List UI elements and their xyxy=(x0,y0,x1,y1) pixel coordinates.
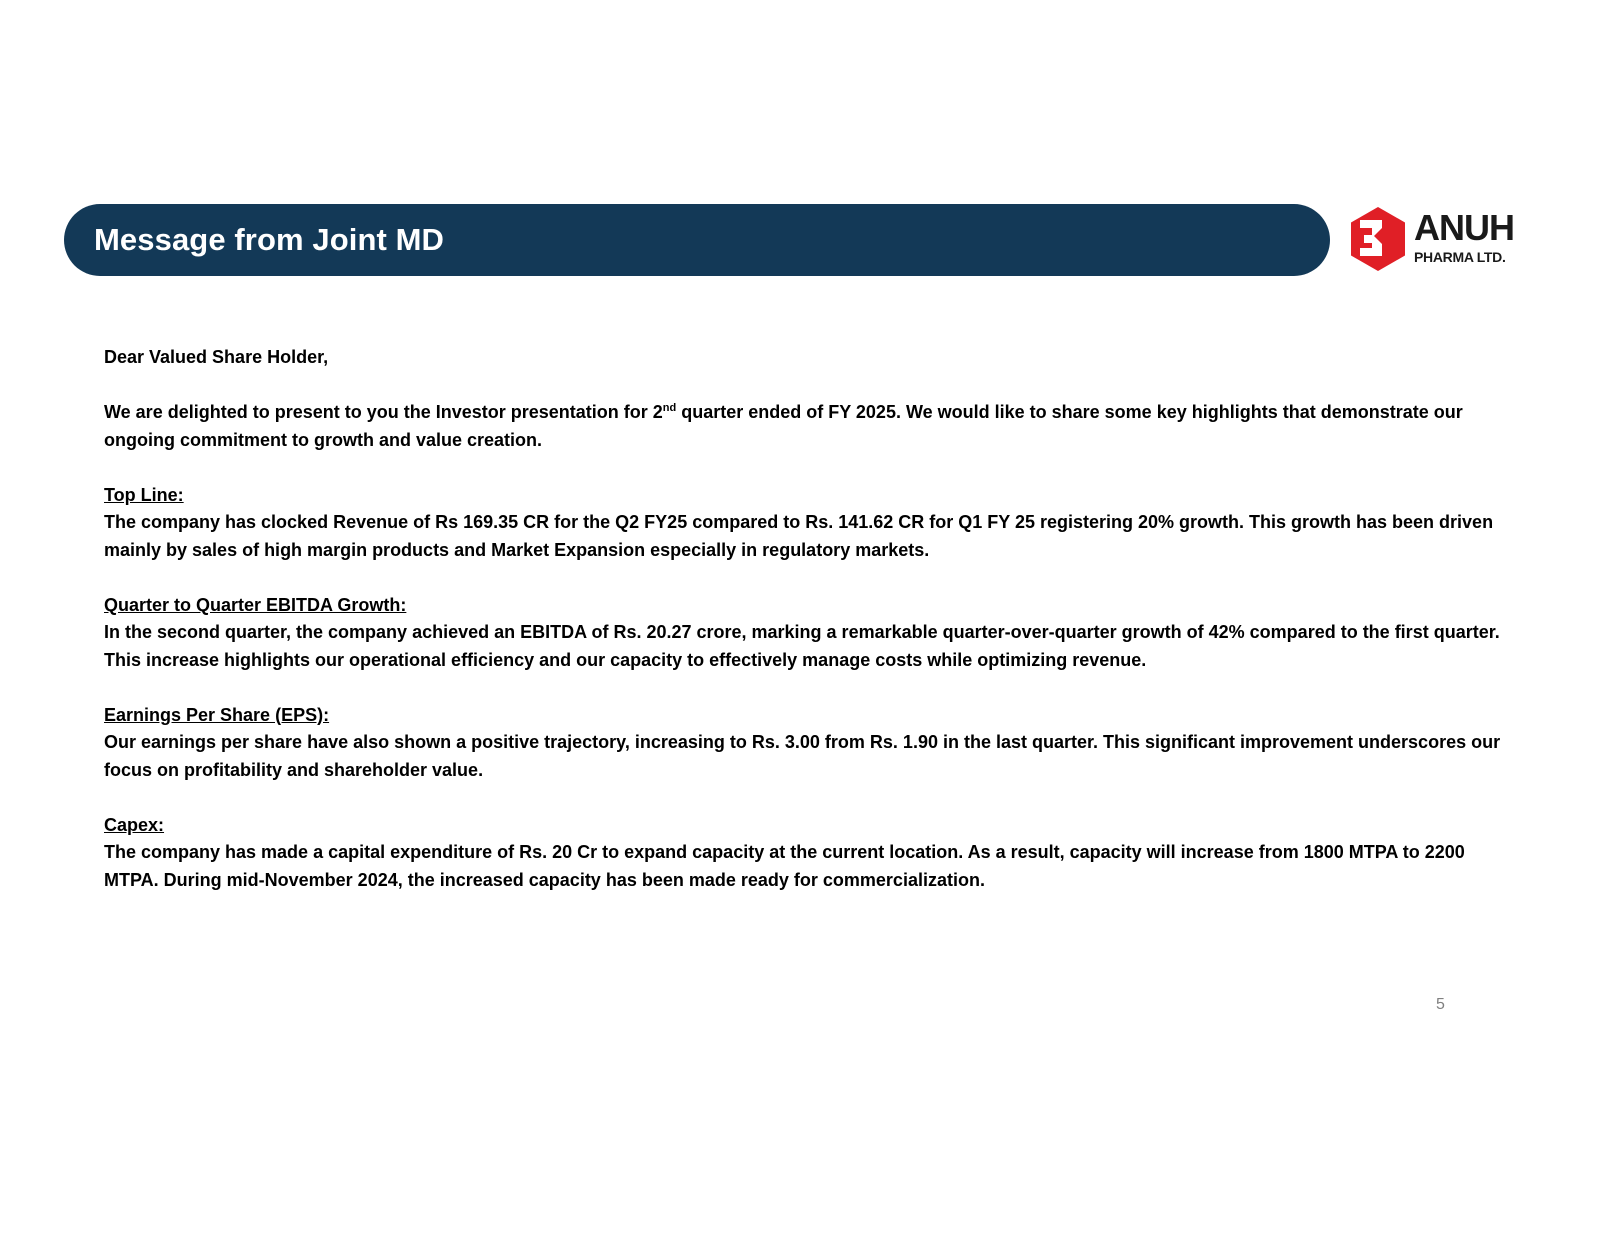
section-text-eps: Our earnings per share have also shown a positive trajectory, increasing to Rs. 3.00 from Rs. 1.90 in the last quarter. This significant improvement underscores our focus on profitability and shareholder value. xyxy=(104,732,1501,780)
section-heading-ebitda: Quarter to Quarter EBITDA Growth: xyxy=(104,594,407,615)
title-bar xyxy=(64,204,1330,276)
intro-paragraph xyxy=(104,399,1514,454)
company-logo xyxy=(1348,206,1538,272)
section-text-capex: The company has made a capital expenditure of Rs. 20 Cr to expand capacity at the current location. As a result, capacity will increase from 1800 MTPA to 2200 MTPA. During mid-November 2024, the increased capacity has been made ready for commercialization. xyxy=(104,842,1465,890)
logo-subtitle: PHARMA LTD. xyxy=(1414,249,1506,265)
section-text-top-line: The company has clocked Revenue of Rs 169.35 CR for the Q2 FY25 compared to Rs. 141.62 CR for Q1 FY 25 registering 20% growth. This growth has been driven mainly by sales of high margin products and Market Expansion especially in regulatory markets. xyxy=(104,512,1494,560)
message-body xyxy=(104,344,1514,894)
salutation: Dear Valued Share Holder, xyxy=(104,347,329,367)
section-heading-capex: Capex: xyxy=(104,814,165,835)
section-text-ebitda: In the second quarter, the company achieved an EBITDA of Rs. 20.27 crore, marking a remarkable quarter-over-quarter growth of 42% compared to the first quarter. This increase highlights our operational efficiency and our capacity to effectively manage costs while optimizing revenue. xyxy=(104,622,1500,670)
section-heading-eps: Earnings Per Share (EPS): xyxy=(104,704,330,725)
page-title: Message from Joint MD xyxy=(94,222,445,257)
anuh-logo-icon xyxy=(1348,206,1408,272)
logo-name: ANUH xyxy=(1414,207,1514,248)
intro-text-start: We are delighted to present to you the Investor presentation for 2 xyxy=(104,402,663,422)
section-heading-top-line: Top Line: xyxy=(104,484,184,505)
intro-text-end: quarter ended of FY 2025. We would like to share some key highlights that demonstrate our ongoing commitment to growth and value creation. xyxy=(104,402,1463,450)
intro-superscript: nd xyxy=(662,402,677,414)
page-number: 5 xyxy=(1436,996,1445,1013)
